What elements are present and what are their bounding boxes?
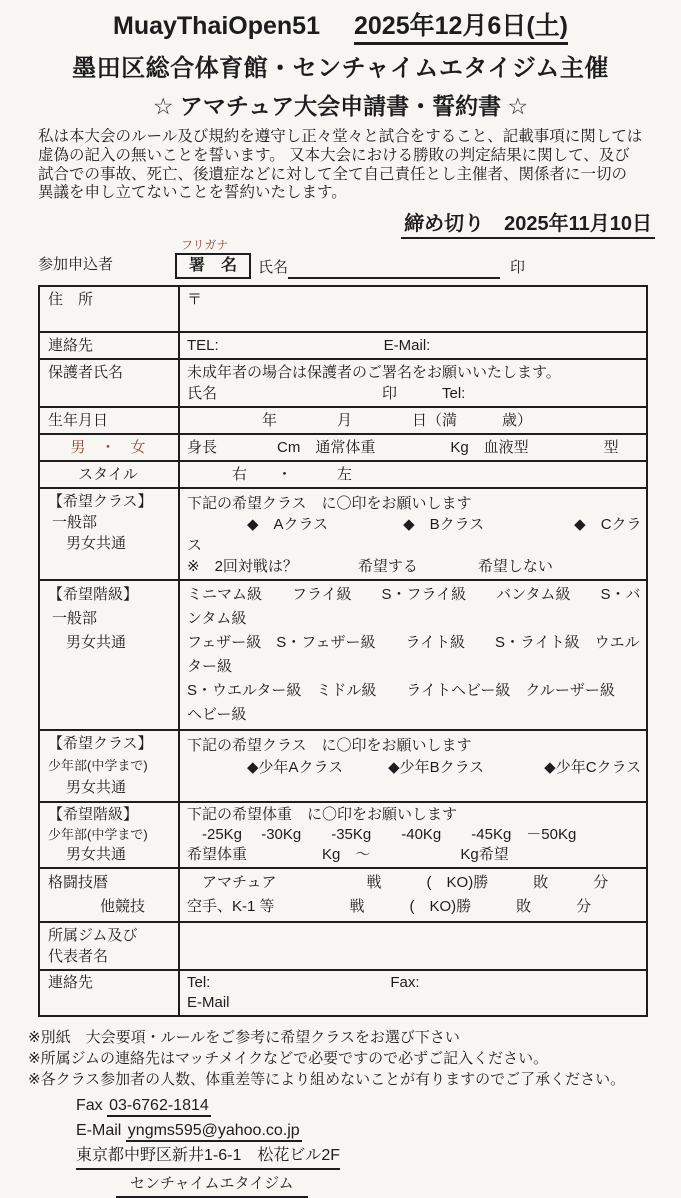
signature-group xyxy=(175,239,525,278)
contact-fax: Fax 03-6762-1814 xyxy=(76,1094,681,1117)
row-label: 住 所 xyxy=(40,287,180,331)
pledge-line: 試合での事故、死亡、後遺症などに対して全て自己責任とし主催者、関係者に一切の xyxy=(38,165,628,183)
event-date: 2025年12月6日(土) xyxy=(354,12,568,45)
pledge-line: 私は本大会のルール及び規約を遵守し正々堂々と試合をすること、記載事項に関しては xyxy=(38,127,643,145)
row-content: Tel: Fax: E-Mail xyxy=(187,973,420,1011)
contact-section xyxy=(76,1094,681,1198)
row-label: 連絡先 xyxy=(40,971,180,1015)
applicant-label: 参加申込者 xyxy=(38,255,114,273)
table-row-contact2 xyxy=(40,969,646,1015)
note-line: ※所属ジムの連絡先はマッチメイクなどで必要ですので必ずご記入ください。 xyxy=(28,1049,549,1067)
row-label-gender: 男 ・ 女 xyxy=(40,435,180,460)
row-label: 【希望クラス】 一般部 男女共通 xyxy=(40,489,180,579)
row-content: 〒 xyxy=(187,290,203,308)
form-title: ☆ アマチュア大会申請書・誓約書 ☆ xyxy=(152,92,529,119)
table-row-fight-record xyxy=(40,867,646,921)
note-line: ※各クラス参加者の人数、体重差等により組めないことが有りますのでご了承ください。 xyxy=(28,1070,626,1088)
deadline: 締め切り 2025年11月10日 xyxy=(401,207,655,239)
table-row-division-adult xyxy=(40,579,646,729)
table-row-contact xyxy=(40,331,646,358)
notes-section xyxy=(28,1027,681,1090)
row-content: アマチュア 戦 ( KO)勝 敗 分 空手、K-1 等 戦 ( KO)勝 敗 分 xyxy=(187,873,609,915)
row-label: 格闘技暦 他競技 xyxy=(40,869,180,921)
name-label: 氏名 xyxy=(258,258,289,276)
table-row-class-adult xyxy=(40,487,646,579)
header-title xyxy=(0,12,681,45)
row-content: TEL: E-Mail: xyxy=(187,336,431,354)
row-label: 保護者氏名 xyxy=(40,360,180,406)
contact-address: 東京都中野区新井1-6-1 松花ビル2F xyxy=(76,1144,681,1170)
table-row-gender xyxy=(40,433,646,460)
pledge-line: 虚偽の記入の無いことを誓います。 又本大会における勝敗の判定結果に関して、及び xyxy=(38,146,630,164)
table-row-birthdate xyxy=(40,406,646,433)
signature-line xyxy=(175,253,525,279)
organizer-subtitle: 墨田区総合体育館・センチャイムエタイジム主催 xyxy=(72,54,609,82)
row-content: ミニマム級 フライ級 S・フライ級 バンタム級 S・バンタム級 フェザー級 S・フェザー級 ライト級 S・ライト級 ウエルター級 S・ウエルター級 ミドル級 ライトヘビー級 クルーザー級 ヘビー級 xyxy=(187,585,641,723)
row-content: 右 ・ 左 xyxy=(187,465,353,483)
row-label: 【希望階級】 少年部(中学まで) 男女共通 xyxy=(40,803,180,867)
row-label: 連絡先 xyxy=(40,333,180,358)
table-row-division-junior xyxy=(40,801,646,867)
contact-email: E-Mail yngms595@yahoo.co.jp xyxy=(76,1119,681,1142)
signature-box: 署 名 xyxy=(175,253,251,279)
row-content: 身長 Cm 通常体重 Kg 血液型 型 xyxy=(187,438,619,456)
table-row-style xyxy=(40,460,646,487)
email-address: yngms595@yahoo.co.jp xyxy=(126,1122,302,1142)
deadline-row xyxy=(0,207,681,239)
event-title: MuayThaiOpen51 xyxy=(113,12,320,40)
pledge-text xyxy=(38,128,663,204)
seal-label: 印 xyxy=(510,258,526,276)
note-line: ※別紙 大会要項・ルールをご参考に希望クラスをお選び下さい xyxy=(28,1028,460,1046)
pledge-line: 異議を申し立てないことを誓約いたします。 xyxy=(38,184,347,202)
contact-gym-name: センチャイムエタイジム xyxy=(76,1172,681,1198)
row-content: 下記の希望体重 に〇印をお願いします -25Kg -30Kg -35Kg -40Kg -45Kg －50Kg 希望体重 Kg ～ Kg希望 xyxy=(187,805,577,863)
table-row-gym xyxy=(40,921,646,969)
fax-number: 03-6762-1814 xyxy=(107,1097,211,1117)
row-label: スタイル xyxy=(40,462,180,487)
row-label: 生年月日 xyxy=(40,408,180,433)
row-label: 【希望クラス】 少年部(中学まで) 男女共通 xyxy=(40,731,180,801)
row-content: 下記の希望クラス に〇印をお願いします ◆少年Aクラス ◆少年Bクラス ◆少年Cクラス xyxy=(187,736,642,776)
row-content xyxy=(180,923,646,969)
table-row-address xyxy=(40,287,646,331)
row-content: 未成年者の場合は保護者のご署名をお願いいたします。 氏名 印 Tel: xyxy=(187,363,561,402)
furigana-label: フリガナ xyxy=(181,238,229,253)
row-content: 年 月 日（満 歳） xyxy=(187,411,533,429)
application-table xyxy=(38,285,648,1017)
applicant-row xyxy=(38,239,681,278)
row-content: 下記の希望クラス に〇印をお願いします ◆ Aクラス ◆ Bクラス ◆ Cクラス ※ 2回対戦は？ 希望する 希望しない xyxy=(187,494,642,575)
row-label: 【希望階級】 一般部 男女共通 xyxy=(40,581,180,729)
row-label: 所属ジム及び 代表者名 xyxy=(40,923,180,969)
table-row-class-junior xyxy=(40,729,646,801)
table-row-guardian xyxy=(40,358,646,406)
name-underline xyxy=(288,261,500,279)
